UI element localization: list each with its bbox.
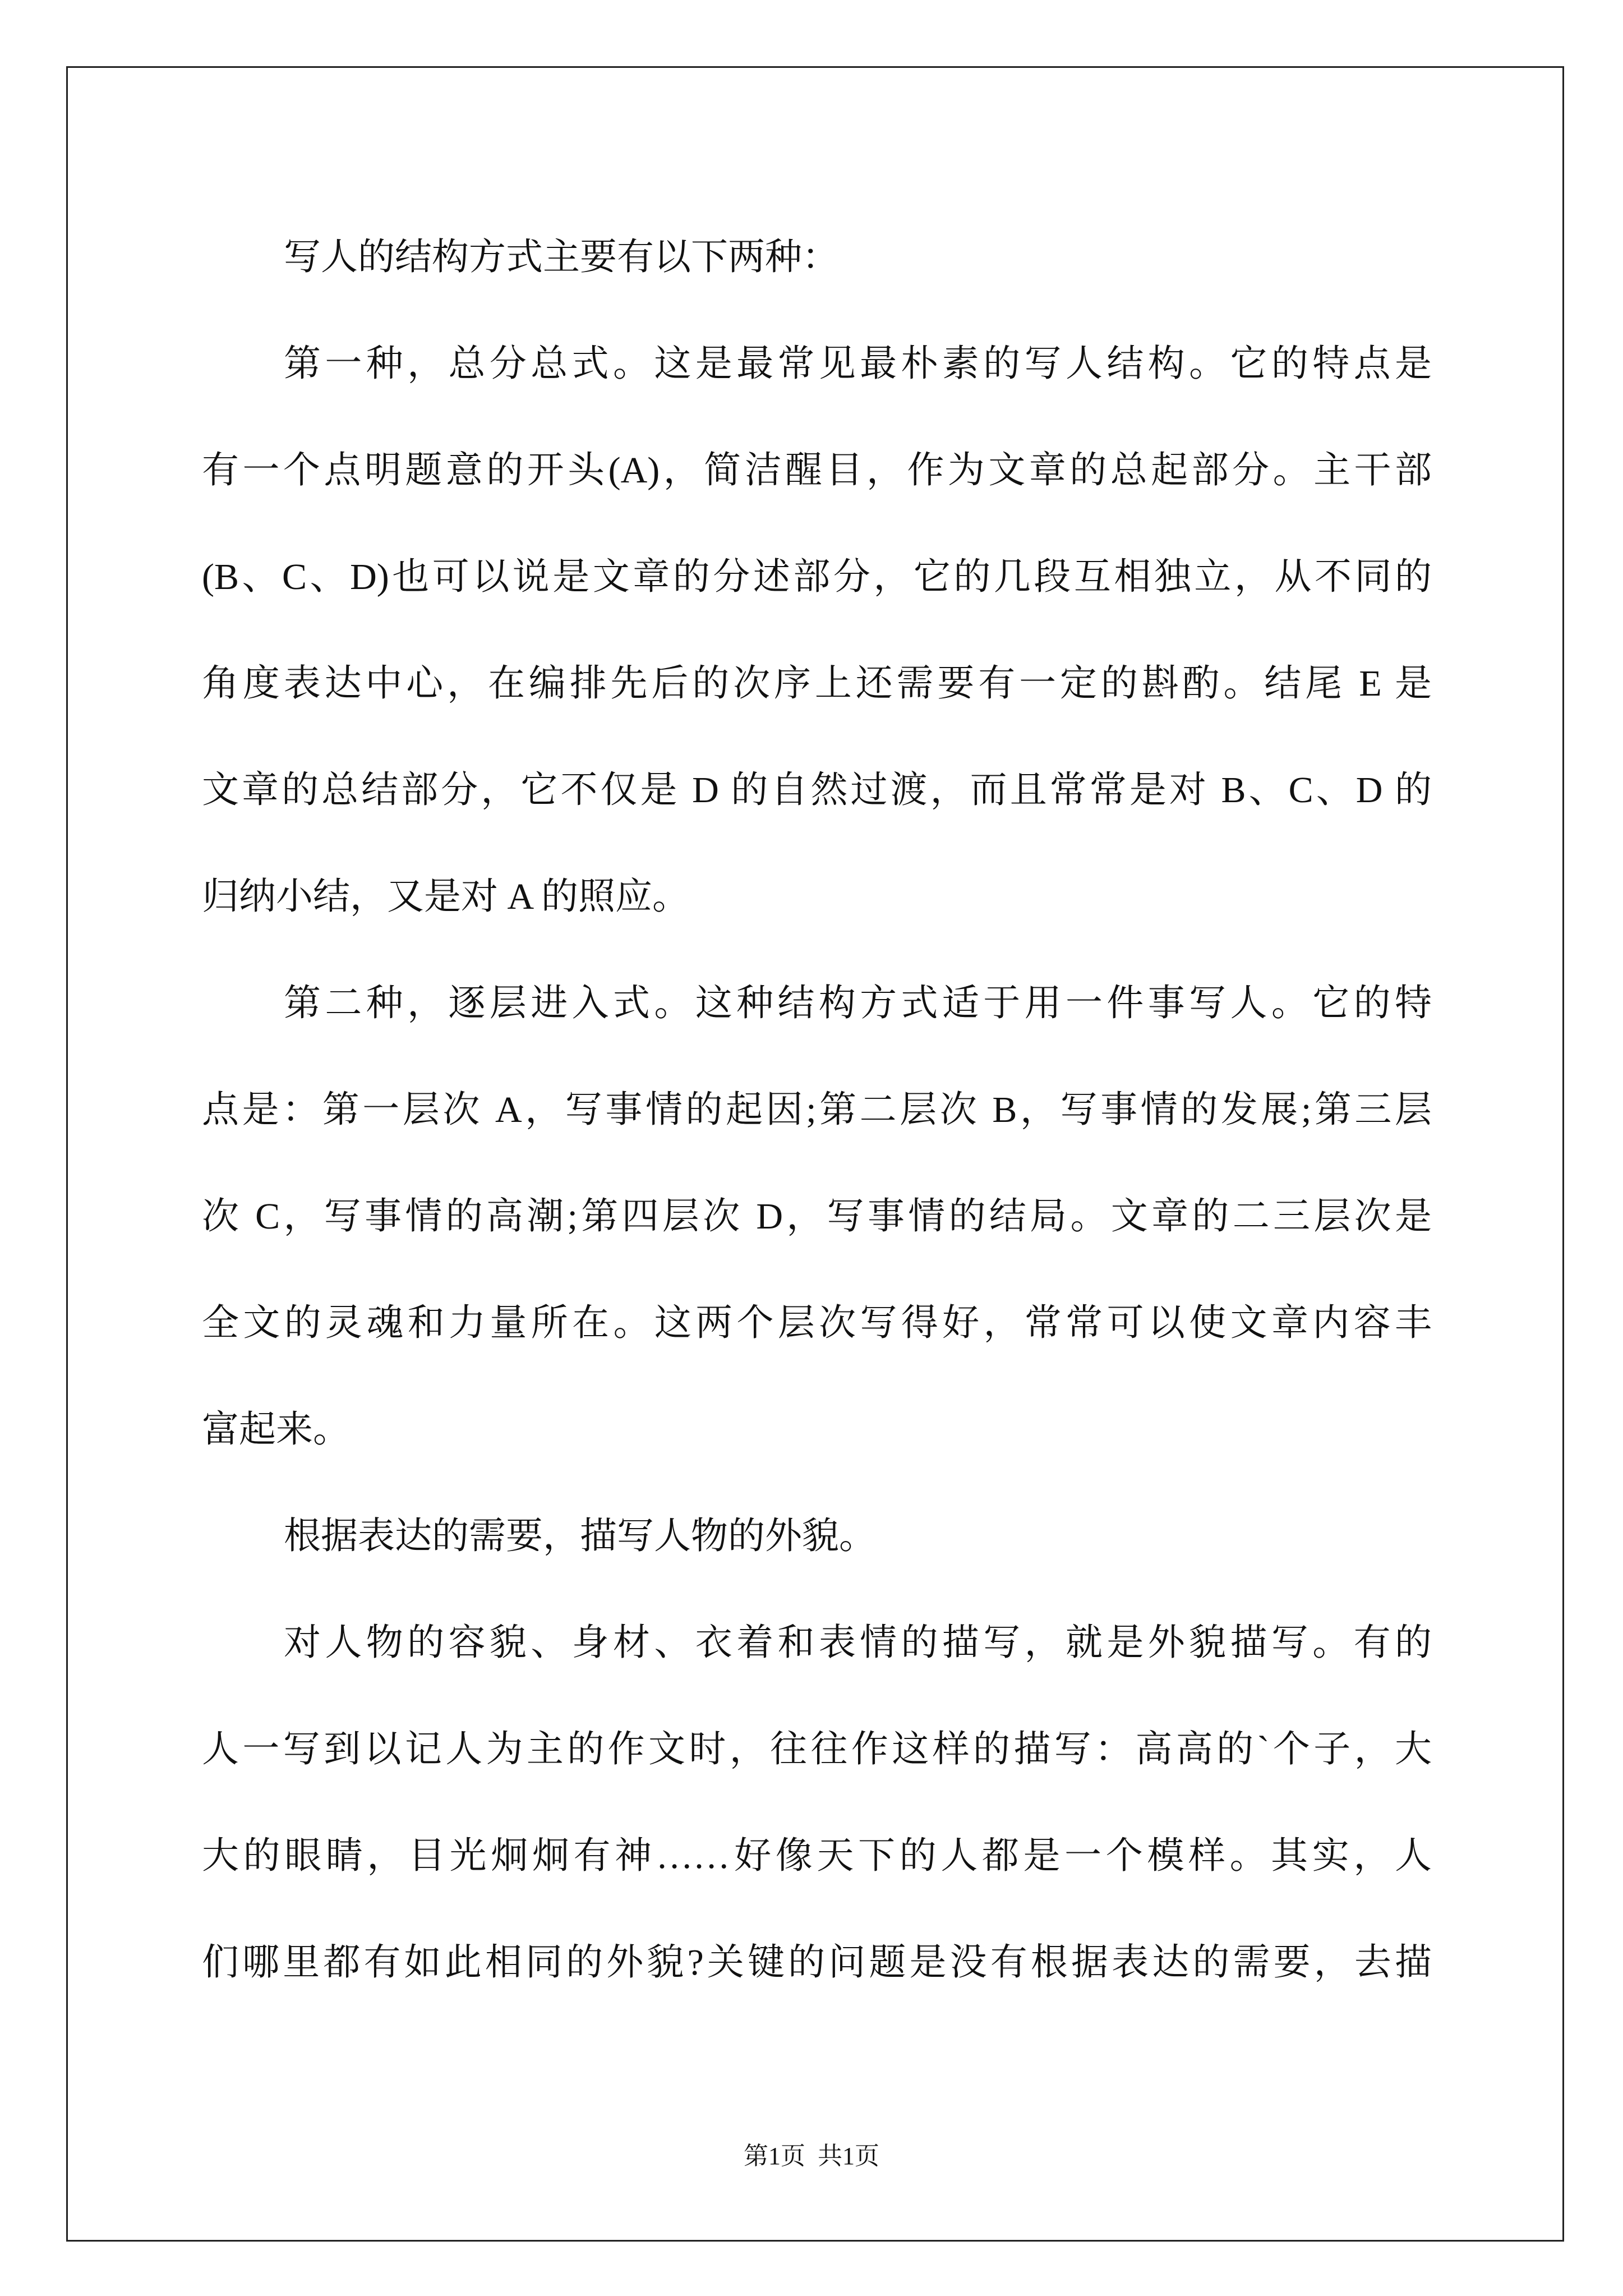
paragraph bbox=[202, 311, 1432, 950]
page-footer: 第1页 共1页 bbox=[744, 2142, 879, 2170]
text-line: 有一个点明题意的开头(A)，简洁醒目，作为文章的总起部分。主干部 bbox=[202, 450, 1432, 491]
paragraph bbox=[202, 950, 1432, 1483]
text-line: 人一写到以记人为主的作文时，往往作这样的描写：高高的`个子，大 bbox=[202, 1729, 1432, 1770]
text-line: 角度表达中心，在编排先后的次序上还需要有一定的斟酌。结尾 E 是 bbox=[202, 663, 1432, 704]
text-line: 第二种，逐层进入式。这种结构方式适于用一件事写人。它的特 bbox=[284, 983, 1432, 1024]
paragraph bbox=[202, 1590, 1432, 2016]
paragraph bbox=[202, 204, 1432, 311]
text-line: (B、C、D)也可以说是文章的分述部分，它的几段互相独立，从不同的 bbox=[202, 556, 1432, 597]
text-line: 富起来。 bbox=[202, 1409, 350, 1450]
text-line: 根据表达的需要，描写人物的外貌。 bbox=[284, 1516, 876, 1557]
text-line: 对人物的容貌、身材、衣着和表情的描写，就是外貌描写。有的 bbox=[284, 1622, 1432, 1663]
text-line: 大的眼睛，目光炯炯有神……好像天下的人都是一个模样。其实，人 bbox=[202, 1835, 1432, 1876]
text-line: 次 C，写事情的高潮;第四层次 D，写事情的结局。文章的二三层次是 bbox=[202, 1196, 1432, 1237]
text-line: 文章的总结部分，它不仅是 D 的自然过渡，而且常常是对 B、C、D 的 bbox=[202, 770, 1432, 811]
text-line: 归纳小结，又是对 A 的照应。 bbox=[202, 876, 690, 917]
text-line: 们哪里都有如此相同的外貌?关键的问题是没有根据表达的需要，去描 bbox=[202, 1942, 1432, 1983]
text-line: 全文的灵魂和力量所在。这两个层次写得好，常常可以使文章内容丰 bbox=[202, 1303, 1432, 1343]
document-body bbox=[202, 204, 1432, 2016]
paragraph bbox=[202, 1483, 1432, 1590]
text-line: 点是：第一层次 A，写事情的起因;第二层次 B，写事情的发展;第三层 bbox=[202, 1089, 1432, 1130]
text-line: 写人的结构方式主要有以下两种： bbox=[284, 237, 839, 278]
text-line: 第一种，总分总式。这是最常见最朴素的写人结构。它的特点是 bbox=[284, 343, 1432, 384]
